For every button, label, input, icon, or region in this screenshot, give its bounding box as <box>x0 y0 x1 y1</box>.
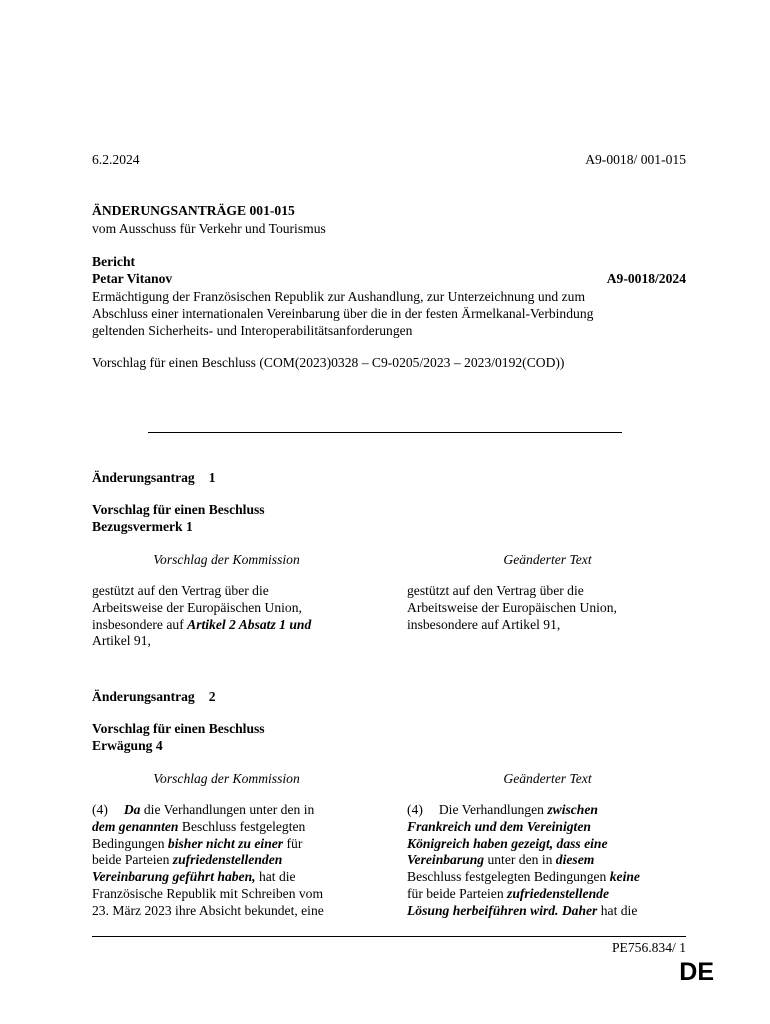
inserted-text: zufriedenstellende <box>507 885 609 901</box>
amendment-1-heading <box>92 470 216 486</box>
section-divider <box>148 432 622 433</box>
amendment-2-heading <box>92 689 216 705</box>
amendment-2-amended-text <box>407 802 692 920</box>
recital-number: (4) <box>92 802 108 817</box>
text-segment: Bedingungen <box>92 835 168 851</box>
text-segment: Beschluss festgelegten Bedingungen <box>407 869 610 885</box>
report-title <box>92 288 593 339</box>
amendment-2-subtarget: Erwägung 4 <box>92 738 163 753</box>
inserted-text: Frankreich und dem Vereinigten <box>407 818 591 834</box>
document-date: 6.2.2024 <box>92 152 140 167</box>
document-reference: A9-0018/ 001-015 <box>585 152 686 167</box>
text-line <box>92 802 377 819</box>
text-line <box>92 852 377 869</box>
text-line: Arbeitsweise der Europäischen Union, <box>92 599 302 615</box>
amendment-1-commission-text <box>92 583 377 650</box>
text-segment: hat die <box>597 902 638 918</box>
text-segment: insbesondere auf <box>92 616 188 632</box>
text-line: gestützt auf den Vertrag über die <box>92 583 269 598</box>
amendment-1-amended-text <box>407 583 692 633</box>
text-line <box>407 802 692 819</box>
deleted-text: Artikel 2 Absatz 1 und <box>187 616 312 632</box>
page-reference: PE756.834/ 1 <box>611 940 686 955</box>
inserted-text: zwischen <box>547 802 598 817</box>
text-line: Französische Republik mit Schreiben vom <box>92 885 324 901</box>
deleted-text: zufriedenstellenden <box>172 852 283 868</box>
amended-text-column-head: Geänderter Text <box>503 771 592 786</box>
inserted-text: keine <box>609 869 640 885</box>
recital-number: (4) <box>407 802 423 817</box>
inserted-text: Vereinbarung <box>407 852 485 868</box>
rapporteur-name: Petar Vitanov <box>92 271 173 286</box>
amendment-2-target: Vorschlag für einen Beschluss <box>92 721 265 736</box>
text-line <box>92 819 377 836</box>
text-line <box>92 836 377 853</box>
text-line <box>407 886 692 903</box>
amendments-title: ÄNDERUNGSANTRÄGE 001-015 <box>92 203 295 218</box>
amended-text-column-head: Geänderter Text <box>503 552 592 567</box>
text-line <box>407 869 692 886</box>
text-line <box>92 617 377 634</box>
text-segment: unter den in <box>484 852 556 868</box>
inserted-text: diesem <box>555 852 595 868</box>
text-line <box>407 852 692 869</box>
report-title-line: geltenden Sicherheits- und Interoperabilitätsanforderungen <box>92 323 413 338</box>
text-segment: die Verhandlungen unter den in <box>140 802 315 817</box>
deleted-text: Da <box>123 802 141 817</box>
deleted-text: Vereinbarung geführt haben, <box>92 869 256 885</box>
text-line <box>407 819 692 836</box>
text-line: Artikel 91, <box>92 633 151 649</box>
text-line <box>407 836 692 853</box>
amendment-1-subtarget: Bezugsvermerk 1 <box>92 519 193 534</box>
text-line <box>407 903 692 920</box>
proposal-reference: Vorschlag für einen Beschluss (COM(2023)0328 – C9-0205/2023 – 2023/0192(COD)) <box>92 355 565 370</box>
text-segment: hat die <box>255 869 296 885</box>
amendment-1-target: Vorschlag für einen Beschluss <box>92 502 265 517</box>
language-code: DE <box>679 958 714 986</box>
report-label: Bericht <box>92 254 136 269</box>
report-title-line: Abschluss einer internationalen Vereinbarung über die in der festen Ärmelkanal-Verbindung <box>92 306 594 321</box>
inserted-text: Königreich haben gezeigt, dass eine <box>407 835 608 851</box>
deleted-text: bisher nicht zu einer <box>167 835 284 851</box>
commission-proposal-column-head: Vorschlag der Kommission <box>153 771 300 786</box>
text-segment: für <box>283 835 303 851</box>
report-title-line: Ermächtigung der Französischen Republik zur Aushandlung, zur Unterzeichnung und zum <box>92 289 586 304</box>
inserted-text: Lösung herbeiführen wird. Daher <box>407 902 598 918</box>
report-number: A9-0018/2024 <box>606 271 686 286</box>
text-line: Arbeitsweise der Europäischen Union, <box>407 599 617 615</box>
text-line: gestützt auf den Vertrag über die <box>407 583 584 598</box>
amendment-number: 1 <box>208 470 216 485</box>
amendment-label: Änderungsantrag <box>92 689 195 704</box>
text-segment: für beide Parteien <box>407 885 508 901</box>
text-segment: Beschluss festgelegten <box>178 818 306 834</box>
commission-proposal-column-head: Vorschlag der Kommission <box>153 552 300 567</box>
footer-rule <box>92 936 686 937</box>
amendment-2-commission-text <box>92 802 377 920</box>
text-line <box>92 869 377 886</box>
amendment-label: Änderungsantrag <box>92 470 195 485</box>
text-line: insbesondere auf Artikel 91, <box>407 616 561 632</box>
deleted-text: dem genannten <box>92 818 179 834</box>
amendment-number: 2 <box>208 689 216 704</box>
text-line: 23. März 2023 ihre Absicht bekundet, eine <box>92 902 324 918</box>
text-segment: Die Verhandlungen <box>438 802 548 817</box>
committee-line: vom Ausschuss für Verkehr und Tourismus <box>92 221 326 236</box>
text-segment: beide Parteien <box>92 852 173 868</box>
